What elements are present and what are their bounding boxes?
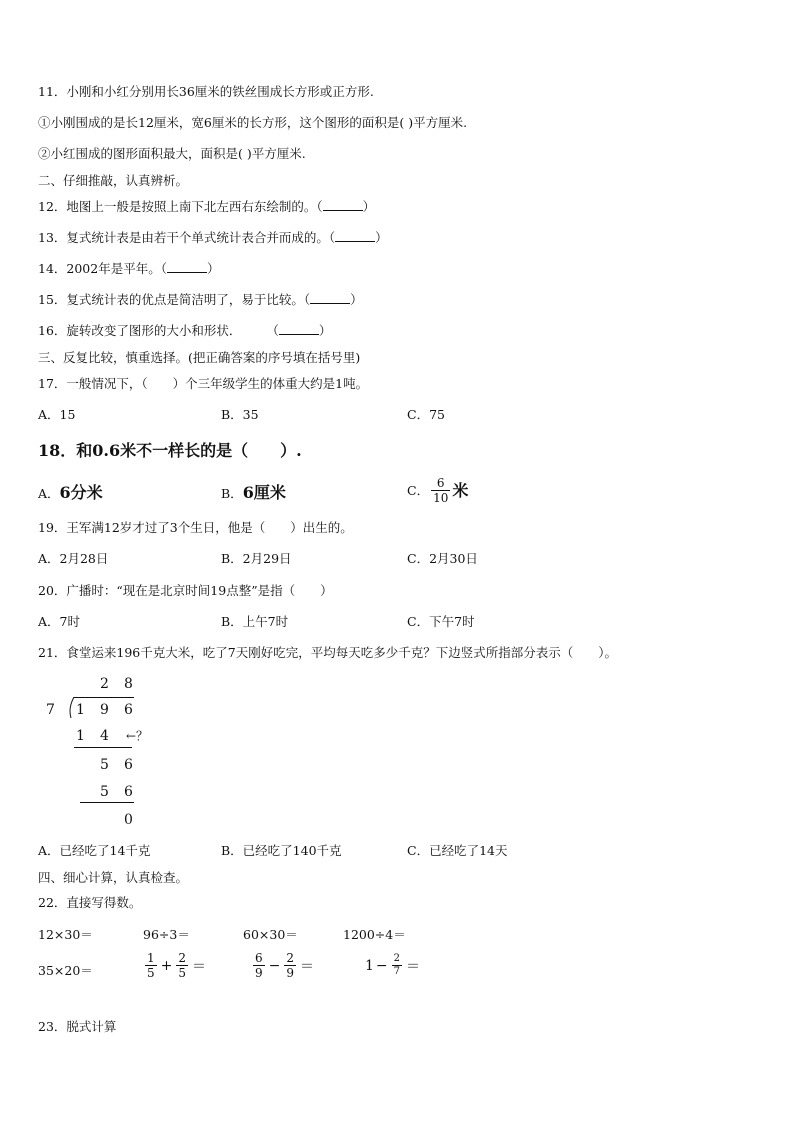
q18-option-b[interactable] <box>221 483 286 503</box>
q18-option-b-label: B． <box>221 486 243 501</box>
step-digit: 4 <box>100 728 109 744</box>
q17-stem: 17．一般情况下，（ ）个三年级学生的体重大约是1吨。 <box>38 376 369 391</box>
q19-option-b[interactable]: B．2月29日 <box>221 551 292 566</box>
division-bar <box>74 697 134 698</box>
q12-close: ） <box>362 199 376 214</box>
q18-option-c[interactable] <box>407 476 468 505</box>
section-2-heading: 二、仔细推敲，认真辨析。 <box>38 173 189 188</box>
dividend-digit: 1 <box>76 702 85 718</box>
q12-text: 12．地图上一般是按照上南下北左西右东绘制的。（ <box>38 199 323 214</box>
q14-close: ） <box>206 261 220 276</box>
fraction <box>253 951 265 980</box>
step-digit: 5 <box>100 757 109 773</box>
q20-option-a[interactable]: A．7时 <box>38 614 80 629</box>
numerator: 2 <box>286 951 295 965</box>
q21-option-a[interactable]: A．已经吃了14千克 <box>38 843 151 858</box>
q14 <box>38 261 219 277</box>
q21-option-b[interactable]: B．已经吃了140千克 <box>221 843 342 858</box>
denominator: 9 <box>255 966 263 980</box>
q18-option-a-text: 6分米 <box>59 483 103 502</box>
q16-text: 16．旋转改变了图形的大小和形状． （ <box>38 323 279 338</box>
dividend-digit: 6 <box>124 702 133 718</box>
q18-option-c-fraction <box>431 476 450 505</box>
q18-stem: 18．和0.6米不一样长的是（ ）. <box>38 441 302 460</box>
q16-close: ） <box>318 323 332 338</box>
dividend-digit: 9 <box>100 702 109 718</box>
quotient-digit: 8 <box>124 676 133 692</box>
equals-sign: ＝ <box>300 958 315 975</box>
q16 <box>38 323 331 339</box>
operator: − <box>268 957 281 974</box>
q21-stem: 21．食堂运来196千克大米，吃了7天刚好吃完，平均每天吃多少千克？下边竖式所指部分表示（ ）。 <box>38 645 617 660</box>
fraction-expr-3 <box>365 953 420 978</box>
denominator: 5 <box>147 966 155 980</box>
q11-part2: ②小红围成的图形面积最大，面积是( )平方厘米. <box>38 146 306 161</box>
equals-sign: ＝ <box>406 958 421 975</box>
q20-option-b[interactable]: B．上午7时 <box>221 614 289 629</box>
q13-close: ） <box>375 230 388 245</box>
q13 <box>38 230 388 246</box>
fraction <box>176 951 188 980</box>
whole-number: 1 <box>365 957 374 974</box>
remainder: 0 <box>124 812 133 828</box>
step-line <box>74 747 132 748</box>
denominator: 5 <box>178 966 187 980</box>
q12 <box>38 199 375 215</box>
calc-item: 60×30＝ <box>243 927 298 942</box>
q15-close: ） <box>350 292 363 307</box>
step-digit: 6 <box>124 784 133 800</box>
fraction <box>145 951 157 980</box>
calc-item: 12×30＝ <box>38 927 93 942</box>
fraction <box>392 953 402 978</box>
numerator: 6 <box>255 951 263 965</box>
q18-option-a-label: A． <box>38 486 60 501</box>
q17-option-b[interactable]: B．35 <box>221 407 259 422</box>
equals-sign: ＝ <box>192 958 207 975</box>
section-3-heading: 三、反复比较，慎重选择。(把正确答案的序号填在括号里) <box>38 350 361 365</box>
q17-option-a[interactable]: A．15 <box>38 407 76 422</box>
q20-option-c[interactable]: C．下午7时 <box>407 614 475 629</box>
q15 <box>38 292 363 308</box>
q15-answer-blank[interactable] <box>310 292 350 304</box>
q19-option-a[interactable]: A．2月28日 <box>38 551 109 566</box>
pointer-arrow: ←？ <box>126 729 149 743</box>
q19-option-c[interactable]: C．2月30日 <box>407 551 478 566</box>
q14-text: 14．2002年是平年。（ <box>38 261 167 276</box>
q13-answer-blank[interactable] <box>335 230 375 242</box>
quotient-digit: 2 <box>100 676 109 692</box>
q16-answer-blank[interactable] <box>279 323 319 335</box>
fraction <box>284 951 296 980</box>
q18-option-c-label: C． <box>407 482 430 498</box>
operator: − <box>375 957 388 974</box>
q12-answer-blank[interactable] <box>323 199 363 211</box>
q11-stem: 11．小刚和小红分别用长36厘米的铁丝围成长方形或正方形. <box>38 84 374 99</box>
calc-item: 1200÷4＝ <box>343 927 406 942</box>
q18-option-a[interactable] <box>38 483 103 503</box>
q20-stem: 20．广播时：“现在是北京时间19点整”是指（ ） <box>38 583 333 598</box>
step-digit: 5 <box>100 784 109 800</box>
q18-option-c-unit: 米 <box>452 480 469 500</box>
q18-option-c-numerator: 6 <box>431 476 450 491</box>
denominator: 7 <box>393 966 401 977</box>
fraction-expr-1 <box>143 951 206 980</box>
step-line <box>80 802 134 803</box>
step-digit: 6 <box>124 757 133 773</box>
section-4-heading: 四、细心计算，认真检查。 <box>38 870 189 885</box>
numerator: 1 <box>147 951 155 965</box>
numerator: 2 <box>393 953 401 964</box>
q21-option-c[interactable]: C．已经吃了14天 <box>407 843 508 858</box>
q18-option-c-denominator: 10 <box>433 491 449 505</box>
q23-heading: 23．脱式计算 <box>38 1019 117 1034</box>
q17-option-c[interactable]: C．75 <box>407 407 445 422</box>
fraction-expr-2 <box>251 951 314 980</box>
q11-part1: ①小刚围成的是长12厘米，宽6厘米的长方形，这个图形的面积是( )平方厘米. <box>38 115 468 130</box>
q15-text: 15．复式统计表的优点是简洁明了，易于比较。（ <box>38 292 311 307</box>
step-digit: 1 <box>76 728 85 744</box>
calc-item: 96÷3＝ <box>143 927 190 942</box>
calc-item: 35×20＝ <box>38 963 93 978</box>
q14-answer-blank[interactable] <box>167 261 207 273</box>
operator: + <box>160 957 173 974</box>
q22-stem: 22．直接写得数。 <box>38 895 142 910</box>
q19-stem: 19．王军满12岁才过了3个生日，他是（ ）出生的。 <box>38 520 353 535</box>
denominator: 9 <box>286 966 295 980</box>
divisor: 7 <box>46 702 55 718</box>
division-bracket <box>66 697 76 719</box>
q18-option-b-text: 6厘米 <box>242 483 286 502</box>
numerator: 2 <box>178 951 187 965</box>
q13-text: 13．复式统计表是由若干个单式统计表合并而成的。（ <box>38 230 336 245</box>
